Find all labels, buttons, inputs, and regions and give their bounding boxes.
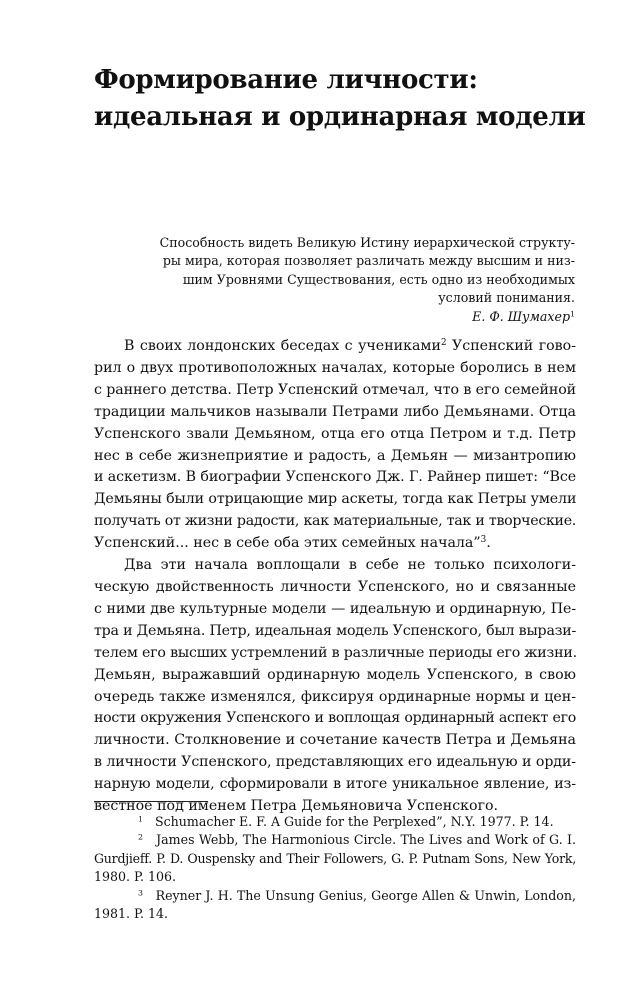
text-line: традиции мальчиков называли Петрами либо Демьянами. Отца xyxy=(94,403,576,420)
chapter-title-line-2: идеальная и ординарная модели xyxy=(94,102,586,132)
text-line: очередь также изменялся, фиксируя ординарные нормы и цен- xyxy=(94,688,576,705)
footnote-number: 1 xyxy=(138,814,143,824)
footnote-line: 1981. P. 14. xyxy=(94,906,169,922)
text-line: Два эти начала воплощали в себе не только психологи- xyxy=(124,557,576,574)
text-line: вестное под именем Петра Демьяновича Успенского. xyxy=(94,798,499,815)
text-line: В своих лондонских беседах с учениками$^2$ Успенский гово- xyxy=(124,338,577,354)
epigraph-line: шим Уровнями Существования, есть одно из необходимых xyxy=(182,271,575,287)
paragraph-2 xyxy=(94,555,576,818)
epigraph-author: Е. Ф. Шумахер xyxy=(472,308,571,324)
text-line: в личности Успенского, представляющих его идеальную и орди- xyxy=(94,754,576,771)
text-line: с ними две культурные модели — идеальную и ординарную, Пе- xyxy=(94,600,576,617)
text-line: с раннего детства. Петр Успенский отмечал, что в его семейной xyxy=(94,381,576,398)
text-line: рил о двух противоположных началах, которые боролись в нем xyxy=(94,359,576,376)
footnote-3 xyxy=(94,887,576,924)
text-line: Демьян, выражавший ординарную модель Успенского, в свою xyxy=(94,666,576,683)
epigraph-line: Способность видеть Великую Истину иерархической структу- xyxy=(159,235,575,250)
chapter-title xyxy=(94,62,594,136)
footnote-2 xyxy=(94,831,576,886)
footnote-line: $^3$ Reyner J. H. The Unsung Genius, George Allen & Unwin, London, xyxy=(138,887,577,903)
text-line: Демьяны были отрицающие мир аскеты, тогда как Петры умели xyxy=(94,491,577,508)
footnote-ref[interactable]: 3 xyxy=(480,535,487,546)
text-line: тра и Демьяна. Петр, идеальная модель Успенского, был вырази- xyxy=(94,622,577,639)
text-line: Успенского звали Демьяном, отца его отца Петром и т.д. Петр xyxy=(94,425,576,442)
text-line: ческую двойственность личности Успенского, но и связанные xyxy=(94,578,576,595)
footnote-line: 1980. P. 106. xyxy=(94,869,177,885)
paragraph-1 xyxy=(94,336,576,555)
footnote-1 xyxy=(94,813,576,831)
text-line: нес в себе жизнеприятие и радость, а Демьян — мизантропию xyxy=(94,447,576,464)
epigraph-attribution xyxy=(150,308,575,326)
epigraph-line: ры мира, которая позволяет различать между высшим и низ- xyxy=(162,253,575,269)
footnote-ref[interactable]: 2 xyxy=(440,338,447,349)
text-line: получать от жизни радости, как материальные, так и творческие. xyxy=(94,513,576,530)
epigraph-line: условий понимания. xyxy=(438,290,575,306)
footnote-separator xyxy=(94,801,208,802)
footnote-number: 2 xyxy=(138,833,143,843)
footnote-line: $^2$ James Webb, The Harmonious Circle. The Lives and Work of G. I. xyxy=(138,832,576,848)
footnote-line: Gurdjieff. P. D. Ouspensky and Their Followers, G. P. Putnam Sons, New York, xyxy=(94,850,576,866)
main-text xyxy=(94,336,576,818)
text-line: ности окружения Успенского и воплощая ординарный аспект его xyxy=(94,710,576,727)
footnotes xyxy=(94,813,576,923)
text-line: Успенский... нес в себе оба этих семейных начала”$^3$. xyxy=(94,535,491,552)
chapter-title-line-1: Формирование личности: xyxy=(94,65,478,95)
text-line: нарную модели, сформировали в итоге уникальное явление, из- xyxy=(94,776,576,793)
text-line: личности. Столкновение и сочетание качеств Петра и Демьяна xyxy=(94,732,576,749)
footnote-number: 3 xyxy=(138,888,143,898)
footnote-line: $^1$ Schumacher E. F. A Guide for the Perplexed”, N.Y. 1977. P. 14. xyxy=(138,814,554,829)
footnote-ref[interactable]: 1 xyxy=(570,309,575,319)
text-line: телем его высших устремлений в различные периоды его жизни. xyxy=(94,644,577,661)
epigraph xyxy=(150,234,575,326)
text-line: и аскетизм. В биографии Успенского Дж. Г. Райнер пишет: “Все xyxy=(94,469,576,486)
